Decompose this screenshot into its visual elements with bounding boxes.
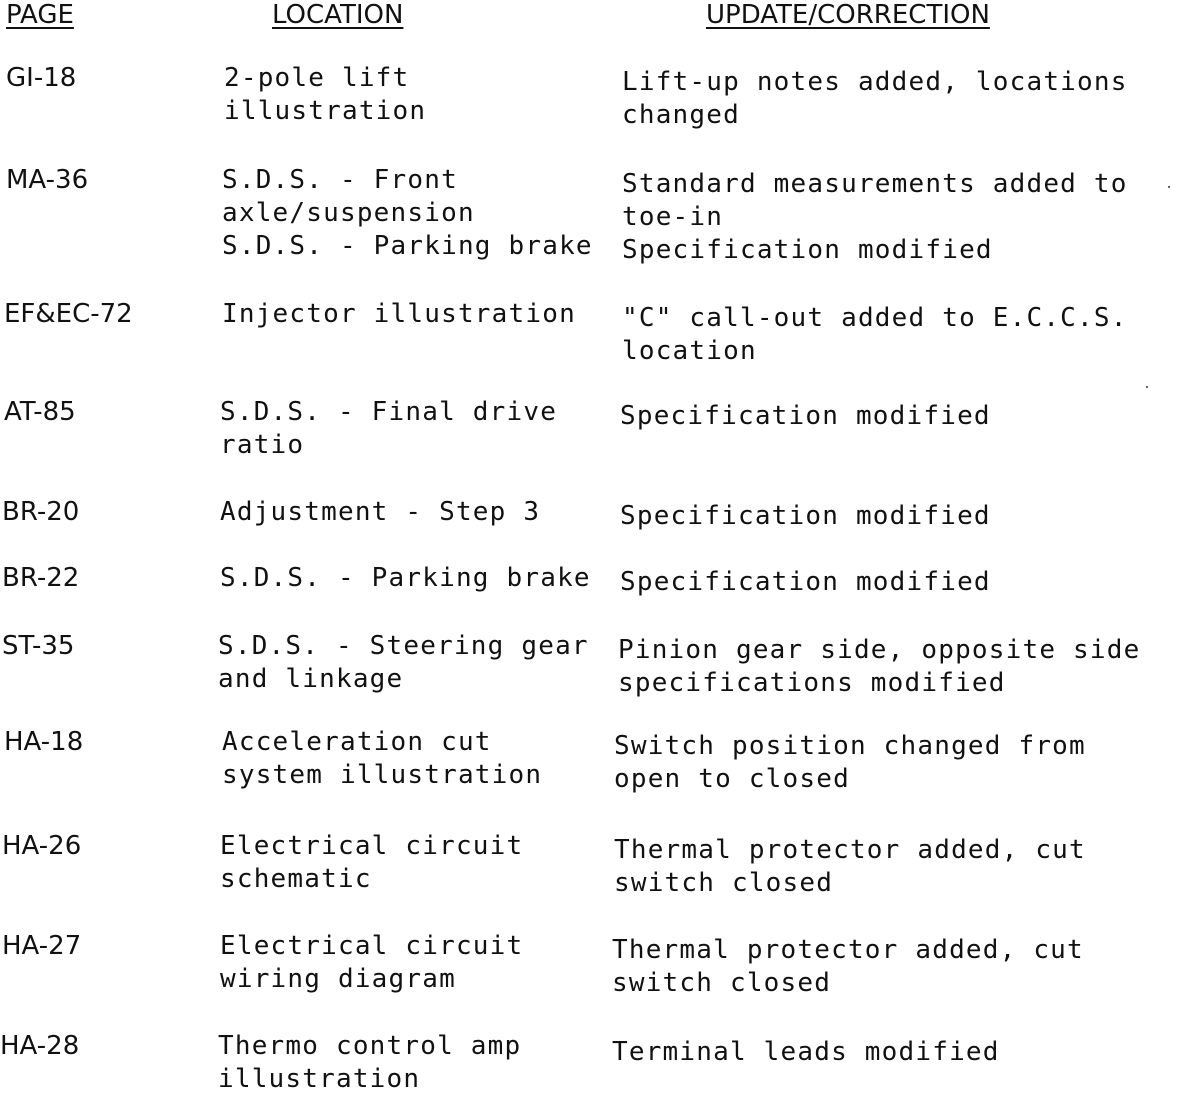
update-line: Lift-up notes added, locations [622,67,1128,97]
location-text [222,164,593,263]
update-line: changed [622,100,740,130]
location-line: Acceleration cut [222,727,492,757]
update-line: switch closed [612,968,832,998]
location-line: Thermo control amp [218,1031,522,1061]
location-line: S.D.S. - Parking brake [222,231,593,261]
location-line: S.D.S. - Front [222,165,458,195]
location-line: Injector illustration [222,299,576,329]
location-text [220,396,557,462]
location-line: Electrical circuit [220,931,524,961]
scan-speck [1146,386,1148,388]
update-line: switch closed [614,868,834,898]
column-header-location: LOCATION [272,0,404,30]
update-text [622,66,1128,132]
update-line: Specification modified [620,401,991,431]
location-line: Adjustment - Step 3 [220,497,541,527]
location-text [218,1030,521,1096]
update-line: Terminal leads modified [612,1037,1000,1067]
location-line: illustration [218,1064,421,1094]
page-reference: AT-85 [4,397,76,427]
update-text [620,500,991,533]
page-reference: GI-18 [6,63,77,93]
update-line: "C" call-out added to E.C.C.S. [622,303,1128,333]
page-reference: HA-27 [2,931,82,961]
update-text [614,834,1086,900]
update-line: Switch position changed from [614,731,1086,761]
update-line: Standard measurements added to [622,169,1128,199]
location-line: Electrical circuit [220,831,524,861]
location-line: wiring diagram [220,964,456,994]
page-reference: BR-20 [2,497,80,527]
update-line: Specification modified [620,501,991,531]
location-line: S.D.S. - Final drive [220,397,558,427]
update-text [612,1036,1000,1069]
page-reference: HA-26 [2,831,82,861]
column-header-update: UPDATE/CORRECTION [706,0,990,30]
update-text [612,934,1084,1000]
location-line: 2-pole lift [224,63,410,93]
page-reference: MA-36 [6,165,89,195]
update-text [620,400,991,433]
location-line: S.D.S. - Parking brake [220,563,591,593]
location-line: ratio [220,430,305,460]
update-line: Thermal protector added, cut [612,935,1084,965]
location-text [220,562,591,595]
location-line: system illustration [222,760,543,790]
update-line: location [622,336,757,366]
update-line: specifications modified [618,668,1006,698]
update-line: open to closed [614,764,850,794]
update-line: Specification modified [620,567,991,597]
column-header-page: PAGE [6,0,74,30]
page-reference: ST-35 [2,631,75,661]
update-line: Thermal protector added, cut [614,835,1086,865]
update-text [620,566,991,599]
update-text [622,302,1128,368]
location-text [220,496,540,529]
location-text [220,830,523,896]
page-reference: BR-22 [2,563,80,593]
page-reference: HA-28 [0,1031,80,1061]
scan-speck [1168,186,1170,188]
location-text [222,298,576,331]
update-line: toe-in [622,202,724,232]
page-reference: EF&EC-72 [4,299,133,329]
location-line: and linkage [218,664,404,694]
update-text [622,168,1128,267]
location-line: illustration [224,96,427,126]
location-line: S.D.S. - Steering gear [218,631,589,661]
location-text [218,630,589,696]
location-text [222,726,542,792]
location-text [224,62,426,128]
update-text [618,634,1140,700]
location-line: schematic [220,864,372,894]
update-line: Specification modified [622,235,993,265]
update-line: Pinion gear side, opposite side [618,635,1141,665]
location-text [220,930,523,996]
page-reference: HA-18 [4,727,84,757]
location-line: axle/suspension [222,198,475,228]
update-text [614,730,1086,796]
